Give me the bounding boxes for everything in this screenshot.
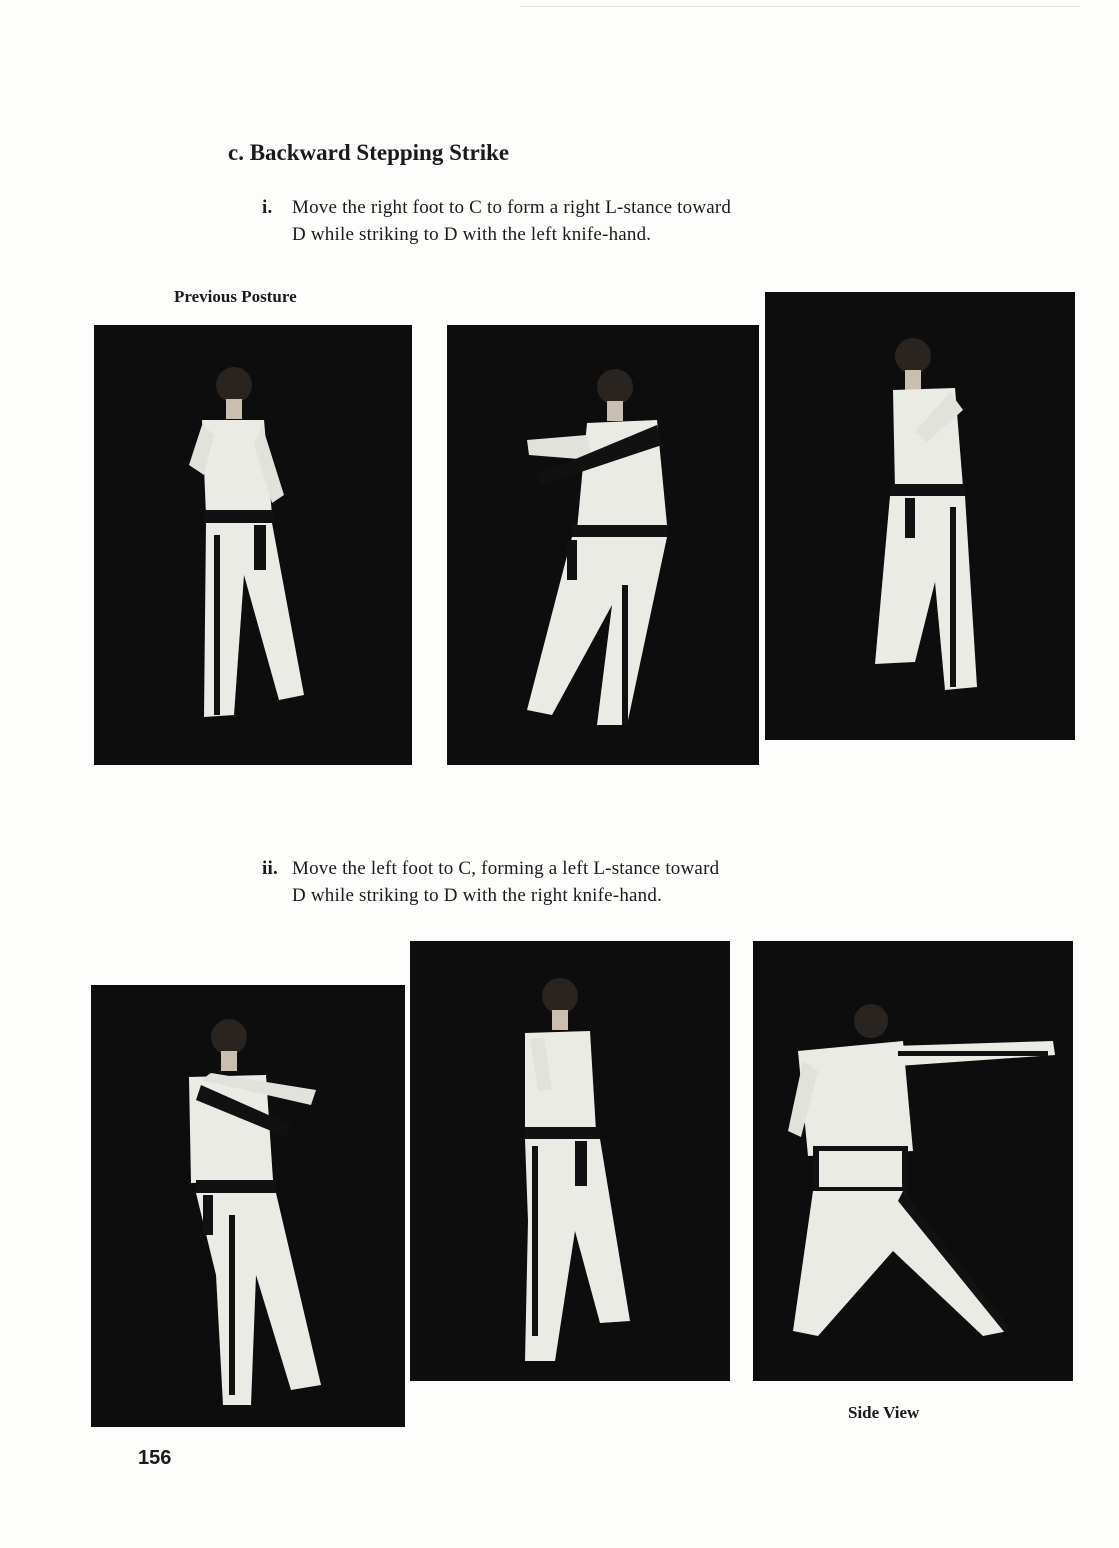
- step-i-text: [262, 194, 731, 248]
- step-i-number: i.: [262, 197, 273, 218]
- page-number: 156: [138, 1447, 172, 1469]
- photo-side-view: [753, 941, 1073, 1381]
- photo-step-i-b: [765, 292, 1075, 740]
- photo-previous-posture: [94, 325, 412, 765]
- step-i-line1: Move the right foot to C to form a right L-stance toward: [292, 197, 732, 218]
- step-ii-line2: D while striking to D with the right knife-hand.: [292, 885, 663, 906]
- step-ii-text: [262, 855, 719, 909]
- photo-step-i-a: [447, 325, 759, 765]
- photo-step-ii-a: [91, 985, 405, 1427]
- section-heading: c. Backward Stepping Strike: [228, 140, 510, 165]
- side-view-caption: Side View: [848, 1403, 920, 1422]
- photo-step-ii-b: [410, 941, 730, 1381]
- scan-edge-line: [520, 6, 1080, 7]
- step-ii-line1: Move the left foot to C, forming a left L-stance toward: [292, 858, 720, 879]
- previous-posture-caption: Previous Posture: [174, 287, 297, 306]
- step-i-line2: D while striking to D with the left knife-hand.: [292, 224, 652, 245]
- step-ii-number: ii.: [262, 858, 278, 879]
